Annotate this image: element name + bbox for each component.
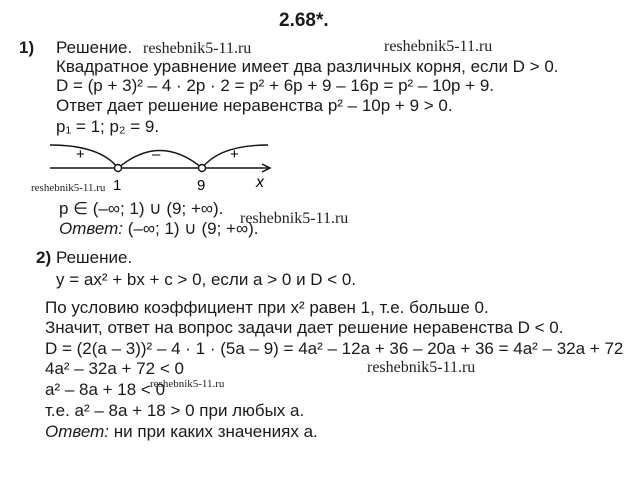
- watermark: reshebnik5-11.ru: [384, 38, 493, 55]
- part2-line6: a² – 8a + 18 < 0: [45, 380, 166, 399]
- sign-minus-middle: –: [152, 146, 161, 163]
- answer-value: ни при каких значениях a.: [113, 422, 318, 441]
- part1-number: 1): [19, 38, 35, 57]
- answer-value: (–∞; 1) ∪ (9; +∞).: [127, 219, 259, 238]
- watermark: reshebnik5-11.ru: [150, 378, 225, 390]
- axis-label-x: x: [256, 174, 264, 191]
- part1-line3: Ответ дает решение неравенства p² – 10p + 9 > 0.: [56, 96, 453, 115]
- watermark: reshebnik5-11.ru: [240, 210, 349, 227]
- part2-line7: т.е. a² – 8a + 18 > 0 при любых a.: [45, 401, 305, 420]
- part1-line1: Квадратное уравнение имеет два различных корня, если D > 0.: [56, 57, 559, 76]
- answer-label: Ответ:: [45, 422, 110, 441]
- part1-roots: p₁ = 1; p₂ = 9.: [56, 117, 160, 136]
- part1-heading: Решение.: [56, 38, 133, 57]
- point-9: [199, 165, 206, 172]
- part1-answer: [59, 219, 258, 239]
- part2-number: 2): [36, 248, 52, 267]
- part2-line2: По условию коэффициент при x² равен 1, т.е. больше 0.: [45, 298, 489, 317]
- sign-plus-left: +: [76, 146, 85, 163]
- point-1: [115, 165, 122, 172]
- part2-line3: Значит, ответ на вопрос задачи дает решение неравенства D < 0.: [45, 318, 564, 337]
- watermark: reshebnik5-11.ru: [31, 182, 106, 194]
- watermark: reshebnik5-11.ru: [143, 40, 252, 57]
- part1-line2: D = (p + 3)² – 4 · 2p · 2 = p² + 6p + 9 – 16p = p² – 10p + 9.: [56, 76, 495, 95]
- tick-label-9: 9: [197, 177, 206, 194]
- tick-label-1: 1: [113, 177, 122, 194]
- part2-answer: [45, 422, 318, 442]
- part2-line1: y = ax² + bx + c > 0, если a > 0 и D < 0.: [56, 270, 357, 289]
- part2-line5: 4a² – 32a + 72 < 0: [45, 359, 184, 378]
- answer-label: Ответ:: [59, 219, 124, 238]
- part2-heading: Решение.: [56, 248, 133, 267]
- problem-number: 2.68*.: [279, 10, 329, 31]
- part1-set: p ∈ (–∞; 1) ∪ (9; +∞).: [59, 199, 224, 218]
- watermark: reshebnik5-11.ru: [367, 359, 476, 376]
- sign-plus-right: +: [230, 146, 239, 163]
- part2-line4: D = (2(a – 3))² – 4 · 1 · (5a – 9) = 4a² – 12a + 36 – 20a + 36 = 4a² – 32a + 72: [45, 339, 624, 358]
